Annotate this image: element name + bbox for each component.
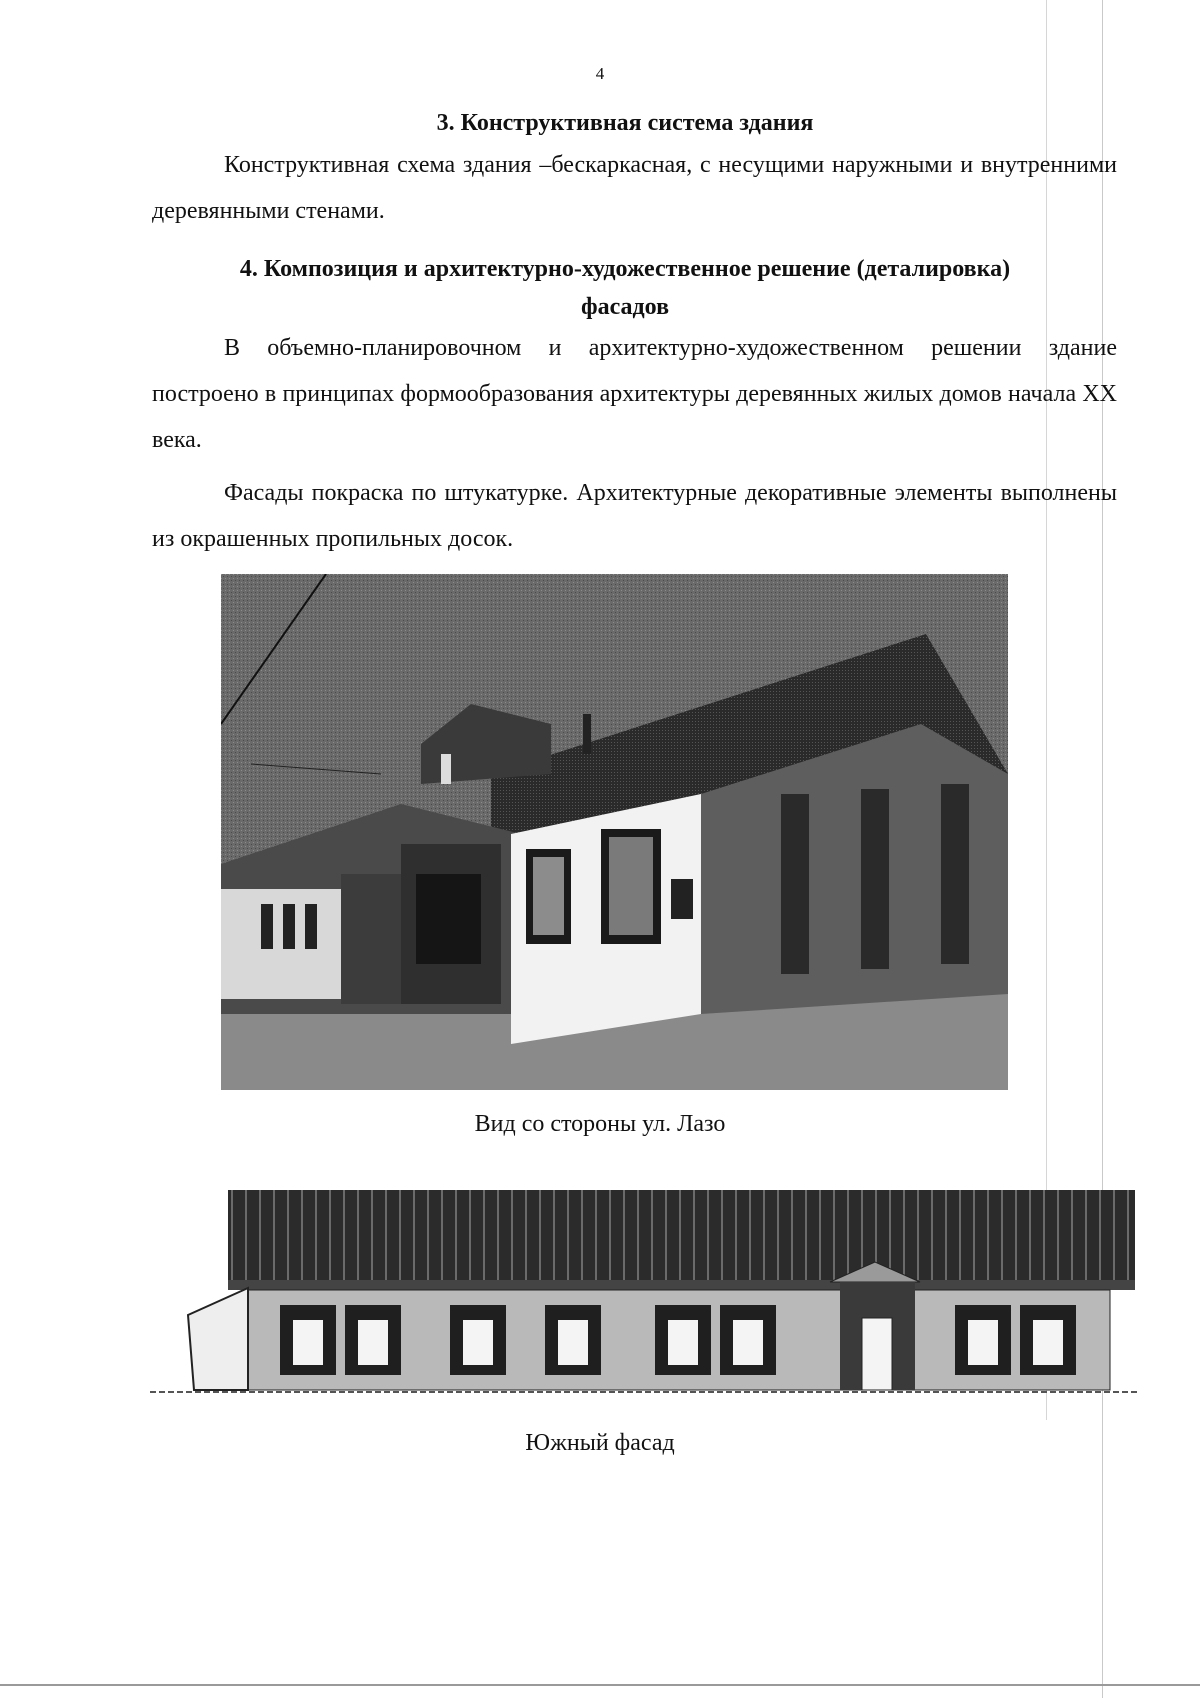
drawing-caption: Южный фасад: [525, 1430, 675, 1456]
section-4-heading-line-1: 4. Композиция и архитектурно-художественное решение (деталировка): [239, 256, 1011, 282]
section-4-heading-line-2: фасадов: [580, 294, 670, 320]
scan-artifact-line: [0, 1684, 1200, 1686]
building-photo-illustration: [221, 574, 1008, 1090]
section-3-paragraph: Конструктивная схема здания –бескаркасная, с несущими наружными и внутренними деревянными стенами.: [152, 152, 1117, 224]
section-4-paragraph-1: В объемно-планировочном и архитектурно-художественном решении здание построено в принципах формообразования архитектуры деревянных жилых домов начала XX века.: [152, 335, 1117, 453]
section-3-heading: 3. Конструктивная система здания: [436, 110, 814, 136]
photo-caption: Вид со стороны ул. Лазо: [474, 1111, 726, 1137]
south-facade-drawing: [150, 1170, 1140, 1410]
section-4-paragraph-2: Фасады покраска по штукатурке. Архитектурные декоративные элементы выполнены из окрашенных пропильных досок.: [152, 480, 1117, 552]
page-number: 4: [595, 64, 605, 83]
south-facade-illustration: [150, 1170, 1140, 1410]
building-photo: [221, 574, 1008, 1090]
